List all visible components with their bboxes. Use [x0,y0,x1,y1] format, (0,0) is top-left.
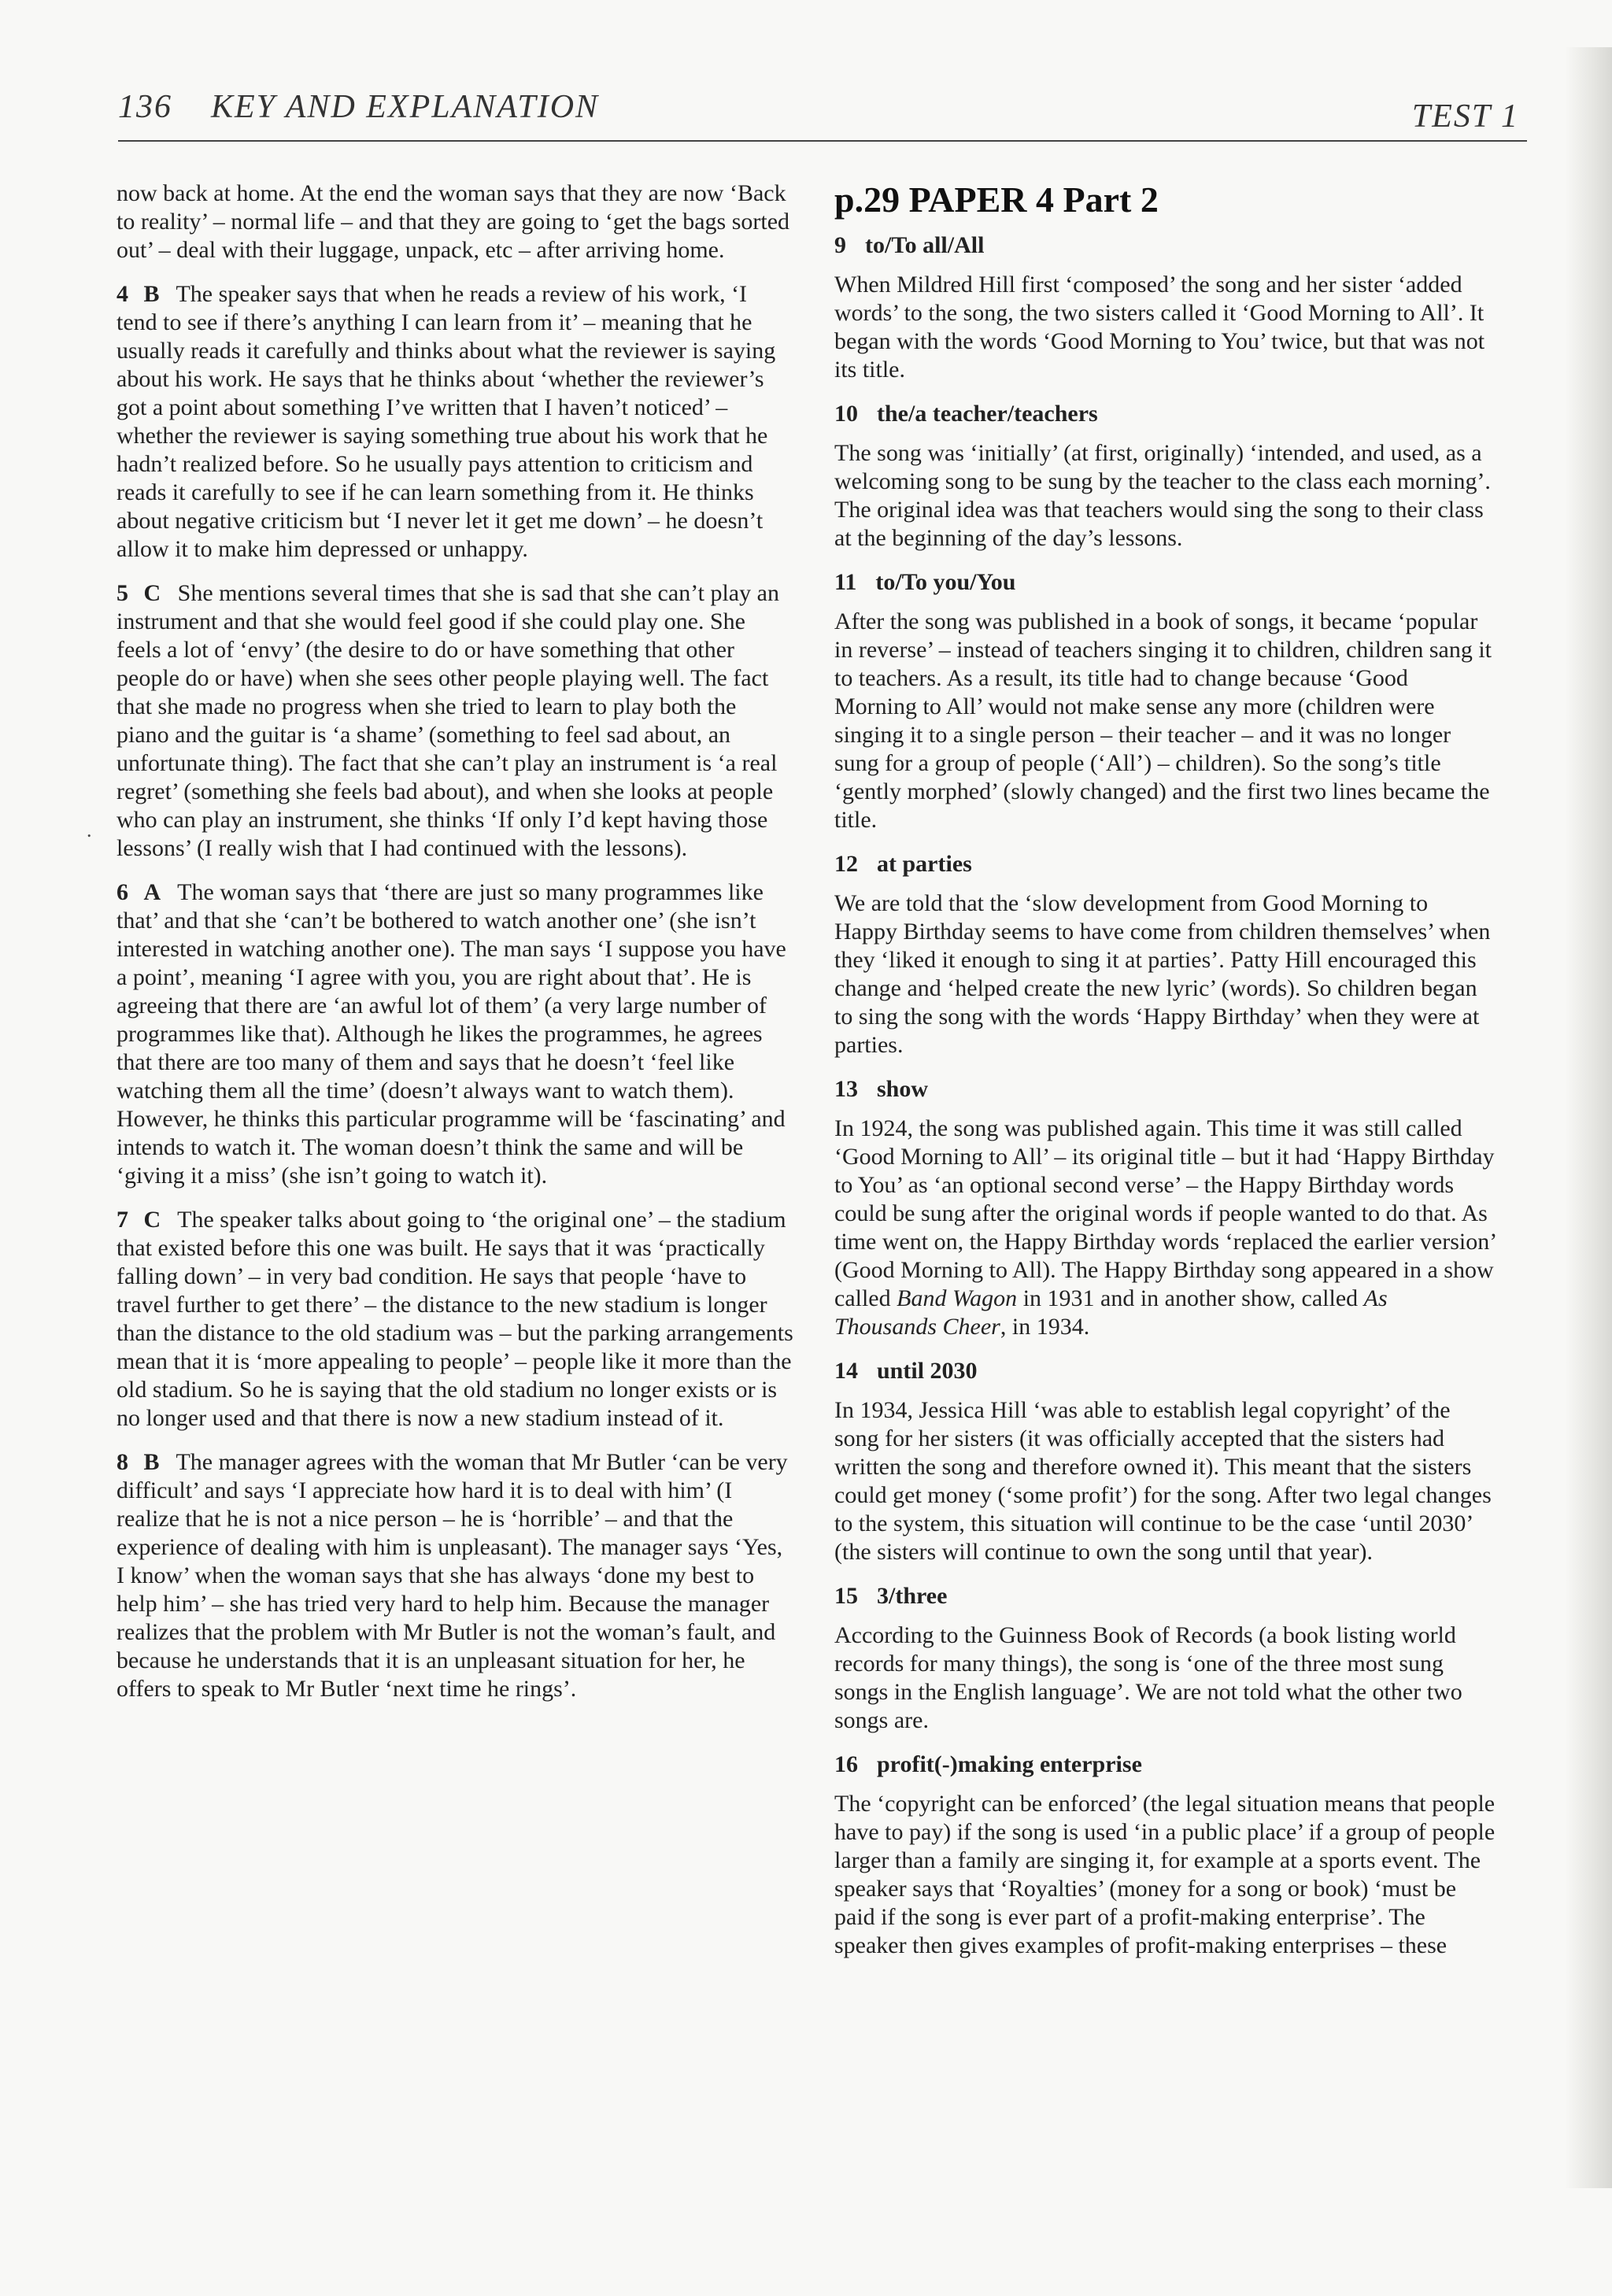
item-number: 8 [116,1449,128,1475]
question-number: 9 [834,232,846,258]
question-answer: at parties [877,851,972,877]
question-number: 15 [834,1583,858,1609]
question-number: 13 [834,1076,858,1102]
item-answer-letter: B [143,1449,160,1475]
question-answer: profit(-)making enterprise [877,1751,1142,1777]
question-explanation: We are told that the ‘slow development from Good Morning to Happy Birthday seems to have come from children themselves’ when they ‘liked it enough to sing it at parties’. Patty Hill encouraged this change and ‘helped create the new lyric’ (words). So children began to sing the song with the words ‘Happy Birthday’ when they were at parties. [834,890,1491,1058]
question-heading [834,1357,1496,1385]
question-explanation: In 1934, Jessica Hill ‘was able to establish legal copyright’ of the song for her sisters (it was officially accepted that the sisters had written the song and therefore owned it). This meant that the sisters could get money (‘some profit’) for the song. After two legal changes to the system, this situation will continue to be the case ‘until 2030’ (the sisters will continue to own the song until that year). [834,1397,1492,1565]
header-title: KEY AND EXPLANATION [211,89,600,125]
item-explanation: The speaker says that when he reads a review of his work, ‘I tend to see if there’s anything I can learn from it’ – meaning that he usually reads it carefully and thinks about what the reviewer is saying about his work. He says that he thinks about ‘whether the reviewer’s got a point about something I’ve written that I haven’t noticed’ – whether the reviewer is saying something true about his work that he hadn’t realized before. So he usually pays attention to criticism and reads it carefully to see if he can learn something from it. He thinks about negative criticism but ‘I never let it get me down’ – he doesn’t allow it to make him depressed or unhappy. [116,281,776,562]
question-heading [834,1751,1496,1779]
question-explanation [834,1115,1496,1341]
item-explanation: The manager agrees with the woman that Mr Butler ‘can be very difficult’ and says ‘I appreciate how hard it is to deal with him’ (I realize that he is not a nice person – he is ‘horrible’ – and that the experience of dealing with him is unpleasant). The manager says ‘Yes, I know’ when the woman says that she has always ‘done my best to help him’ – she has tried very hard to help him. Because the manager realizes that the problem with Mr Butler is not the woman’s fault, and because he understands that it is an unpleasant situation for her, he offers to speak to Mr Butler ‘next time he rings’. [116,1449,788,1702]
question-answer: show [877,1076,929,1102]
section-title: p.29 PAPER 4 Part 2 [834,179,1159,220]
question-answer: the/a teacher/teachers [877,401,1098,427]
item-answer-letter: A [143,879,161,905]
answer-item [116,1206,793,1433]
item-explanation: The speaker talks about going to ‘the original one’ – the stadium that existed before this one was built. He says that it was ‘practically falling down’ – in very bad condition. He says that people ‘have to travel further to get there’ – the distance to the new stadium is longer than the distance to the old stadium was – but the parking arrangements mean that it is ‘more appealing to people’ – people like it more than the old stadium. So he is saying that the old stadium no longer exists or is no longer used and that there is now a new stadium instead of it. [116,1207,793,1431]
show-title: Band Wagon [897,1285,1018,1311]
question-answer: 3/three [877,1583,948,1609]
question-number: 12 [834,851,858,877]
answer-item [116,1448,793,1703]
item-number: 4 [116,281,128,307]
item-answer-letter: C [143,1207,161,1233]
header-rule [118,140,1527,142]
question-explanation: The song was ‘initially’ (at first, originally) ‘intended, and used, as a welcoming song to be sung by the teacher to the class each morning’. The original idea was that teachers would sing the song to their class at the beginning of the day’s lessons. [834,440,1491,551]
item-answer-letter: C [143,580,161,606]
explanation-text: In 1924, the song was published again. This time it was still called ‘Good Morning to All’ – its original title – but it had ‘Happy Birthday to You’ as ‘an optional second verse’ – the Happy Birthday words could be sung after the original words if people wanted to do that. As time went on, the Happy Birthday words ‘replaced the earlier version’ (Good Morning to All). The Happy Birthday song appeared in a show called [834,1115,1496,1311]
explanation-text: in 1931 and in another show, called [1017,1285,1364,1311]
explanation-text: , in 1934. [1000,1314,1090,1340]
question-explanation: The ‘copyright can be enforced’ (the legal situation means that people have to pay) if the song is used ‘in a public place’ if a group of people larger than a family are singing it, for example at a sports event. The speaker says that ‘Royalties’ (money for a song or book) ‘must be paid if the song is ever part of a profit-making enterprise’. The speaker then gives examples of profit-making enterprises – these [834,1791,1496,1958]
header-test-label: TEST 1 [1411,98,1519,135]
question-heading [834,850,1496,878]
question-heading [834,400,1496,428]
question-number: 10 [834,401,858,427]
item-explanation: The woman says that ‘there are just so many programmes like that’ and that she ‘can’t be bothered to watch another one’ (she isn’t interested in watching another one). The man says ‘I suppose you have a point’, meaning ‘I agree with you, you are right about that’. He is agreeing that there are ‘an awful lot of them’ (a very large number of programmes like that). Although he likes the programmes, he agrees that there are too many of them and says that he doesn’t ‘feel like watching them all the time’ (doesn’t always want to watch them). However, he thinks this particular programme will be ‘fascinating’ and intends to watch it. The woman doesn’t think the same and will be ‘giving it a miss’ (she isn’t going to watch it). [116,879,786,1189]
question-number: 16 [834,1751,858,1777]
running-header [118,79,1519,142]
answer-item [116,579,793,863]
page-number: 136 [118,89,172,125]
question-answer: until 2030 [877,1358,978,1384]
left-column [116,179,793,1719]
question-heading [834,231,1496,260]
item-number: 7 [116,1207,128,1233]
question-explanation: According to the Guinness Book of Records (a book listing world records for many things), the song is ‘one of the three most sung songs in the English language’. We are not told what the other two songs are. [834,1622,1462,1733]
right-column [834,179,1496,1976]
question-answer: to/To all/All [865,232,985,258]
intro-paragraph: now back at home. At the end the woman says that they are now ‘Back to reality’ – normal life – and that they are going to ‘get the bags sorted out’ – deal with their luggage, unpack, etc – after arriving home. [116,180,790,263]
question-heading [834,568,1496,597]
question-heading [834,1075,1496,1104]
item-number: 5 [116,580,128,606]
margin-mark: . [87,819,92,841]
item-answer-letter: B [143,281,160,307]
question-explanation: When Mildred Hill first ‘composed’ the song and her sister ‘added words’ to the song, the two sisters called it ‘Good Morning to All’. It began with the words ‘Good Morning to You’ twice, but that was not its title. [834,272,1485,383]
question-number: 14 [834,1358,858,1384]
item-explanation: She mentions several times that she is sad that she can’t play an instrument and that she would feel good if she could play one. She feels a lot of ‘envy’ (the desire to do or have something that other people do or have) when she sees other people playing well. The fact that she made no progress when she tried to learn to play both the piano and the guitar is ‘a shame’ (something to feel sad about, an unfortunate thing). The fact that she can’t play an instrument is ‘a real regret’ (something she feels bad about), and when she looks at people who can play an instrument, she thinks ‘If only I’d kept having those lessons’ (I really wish that I had continued with the lessons). [116,580,779,861]
answer-item [116,280,793,564]
show-title: As Thousands Cheer [834,1285,1388,1340]
answer-item [116,878,793,1190]
question-answer: to/To you/You [875,569,1016,595]
question-number: 11 [834,569,857,595]
page-edge-shadow [1565,47,1612,2188]
question-heading [834,1582,1496,1610]
question-explanation: After the song was published in a book of songs, it became ‘popular in reverse’ – instead of teachers singing it to children, children sang it to teachers. As a result, its title had to change because ‘Good Morning to All’ would not make sense any more (children were singing it to a single person – their teacher – and it was no longer sung for a group of people (‘All’) – children). So the song’s title ‘gently morphed’ (slowly changed) and the first two lines became the title. [834,608,1492,833]
item-number: 6 [116,879,128,905]
